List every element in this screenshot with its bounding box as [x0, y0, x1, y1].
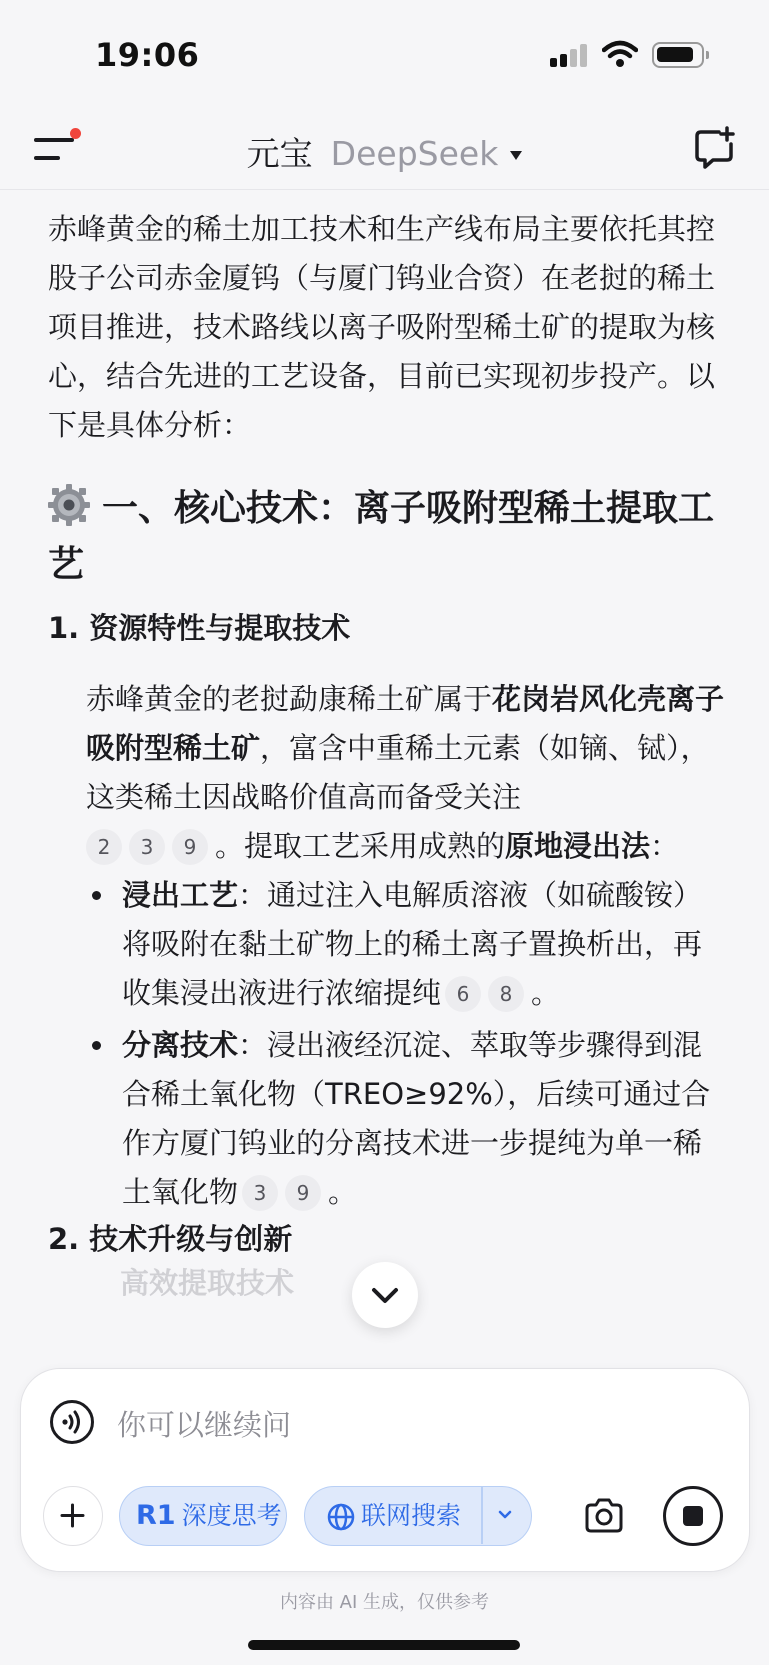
ai-disclaimer: 内容由 AI 生成，仅供参考 [279, 1592, 490, 1613]
bullet-dot [92, 1041, 101, 1050]
bold-phrase: 原地浸出法 [505, 829, 651, 863]
citation-badge[interactable]: 3 [242, 1175, 278, 1211]
new-chat-icon[interactable] [693, 126, 737, 170]
cellular-signal-icon [550, 44, 587, 67]
citation-badge[interactable]: 2 [86, 829, 122, 865]
section-heading [48, 481, 728, 593]
citation-badge[interactable]: 9 [285, 1175, 321, 1211]
citation-badge[interactable]: 8 [488, 976, 524, 1012]
home-indicator[interactable] [248, 1640, 520, 1650]
citation-badge[interactable]: 9 [172, 829, 208, 865]
stop-icon [683, 1506, 703, 1526]
message-composer [20, 1368, 750, 1572]
subsection-heading-2: 2. 技术升级与创新 [48, 1222, 293, 1256]
partial-text: 高效提取技术 [120, 1266, 295, 1300]
gear-icon [48, 484, 90, 526]
caret-down-icon [510, 151, 522, 160]
citation-badge[interactable]: 6 [445, 976, 481, 1012]
intro-paragraph: 赤峰黄金的稀土加工技术和生产线布局主要依托其控股子公司赤金厦钨（与厦门钨业合资）在老挝的稀土项目推进，技术路线以离子吸附型稀土矿的提取为核心，结合先进的工艺设备，目前已实现初步投产。以下是具体分析： [48, 212, 716, 442]
scroll-to-bottom-button[interactable] [352, 1262, 418, 1328]
list-item: 分离技术：浸出液经沉淀、萃取等步骤得到混合稀土氧化物（TREO≥92%），后续可通过合作方厦门钨业的分离技术进一步提纯为单一稀土氧化物 3 9 。 [86, 1021, 726, 1217]
bullet-dot [92, 891, 101, 900]
globe-icon [327, 1503, 355, 1531]
web-search-toggle[interactable]: 联网搜索 [304, 1486, 532, 1546]
app-name: 元宝 [246, 134, 313, 173]
status-bar [0, 0, 769, 108]
r1-badge: R1 [136, 1500, 176, 1531]
section-title: 一、核心技术：离子吸附型稀土提取工艺 [48, 488, 715, 585]
stop-generation-button[interactable] [663, 1486, 723, 1546]
deep-think-toggle[interactable]: R1 深度思考 [119, 1486, 287, 1546]
plus-icon [44, 1487, 101, 1544]
chevron-down-icon[interactable] [495, 1505, 515, 1525]
list-item: 浸出工艺：通过注入电解质溶液（如硫酸铵）将吸附在黏土矿物上的稀土离子置换析出，再收集浸出液进行浓缩提纯 6 8 。 [86, 871, 726, 1018]
bold-phrase: 花岗岩风化壳离子吸附型稀土矿 [86, 682, 725, 765]
voice-input-icon[interactable] [49, 1399, 95, 1445]
wifi-icon [602, 40, 638, 68]
subsection-heading-1: 1. 资源特性与提取技术 [48, 611, 351, 645]
resource-paragraph: 赤峰黄金的老挝勐康稀土矿属于花岗岩风化壳离子吸附型稀土矿，富含中重稀土元素（如镝、铽），这类稀土因战略价值高而备受关注 2 3 9 。提取工艺采用成熟的原地浸出法： [86, 682, 725, 863]
message-input[interactable]: 你可以继续问 [117, 1408, 292, 1442]
add-attachment-button[interactable] [43, 1486, 103, 1546]
battery-icon [652, 42, 704, 68]
status-time: 19:06 [95, 36, 200, 74]
citation-badge[interactable]: 3 [129, 829, 165, 865]
top-nav-bar [0, 108, 769, 190]
chat-message [0, 191, 769, 1371]
model-selector[interactable] [0, 128, 769, 175]
chevron-down-icon [352, 1262, 418, 1328]
model-name: DeepSeek [330, 134, 499, 173]
camera-icon[interactable] [583, 1495, 625, 1537]
